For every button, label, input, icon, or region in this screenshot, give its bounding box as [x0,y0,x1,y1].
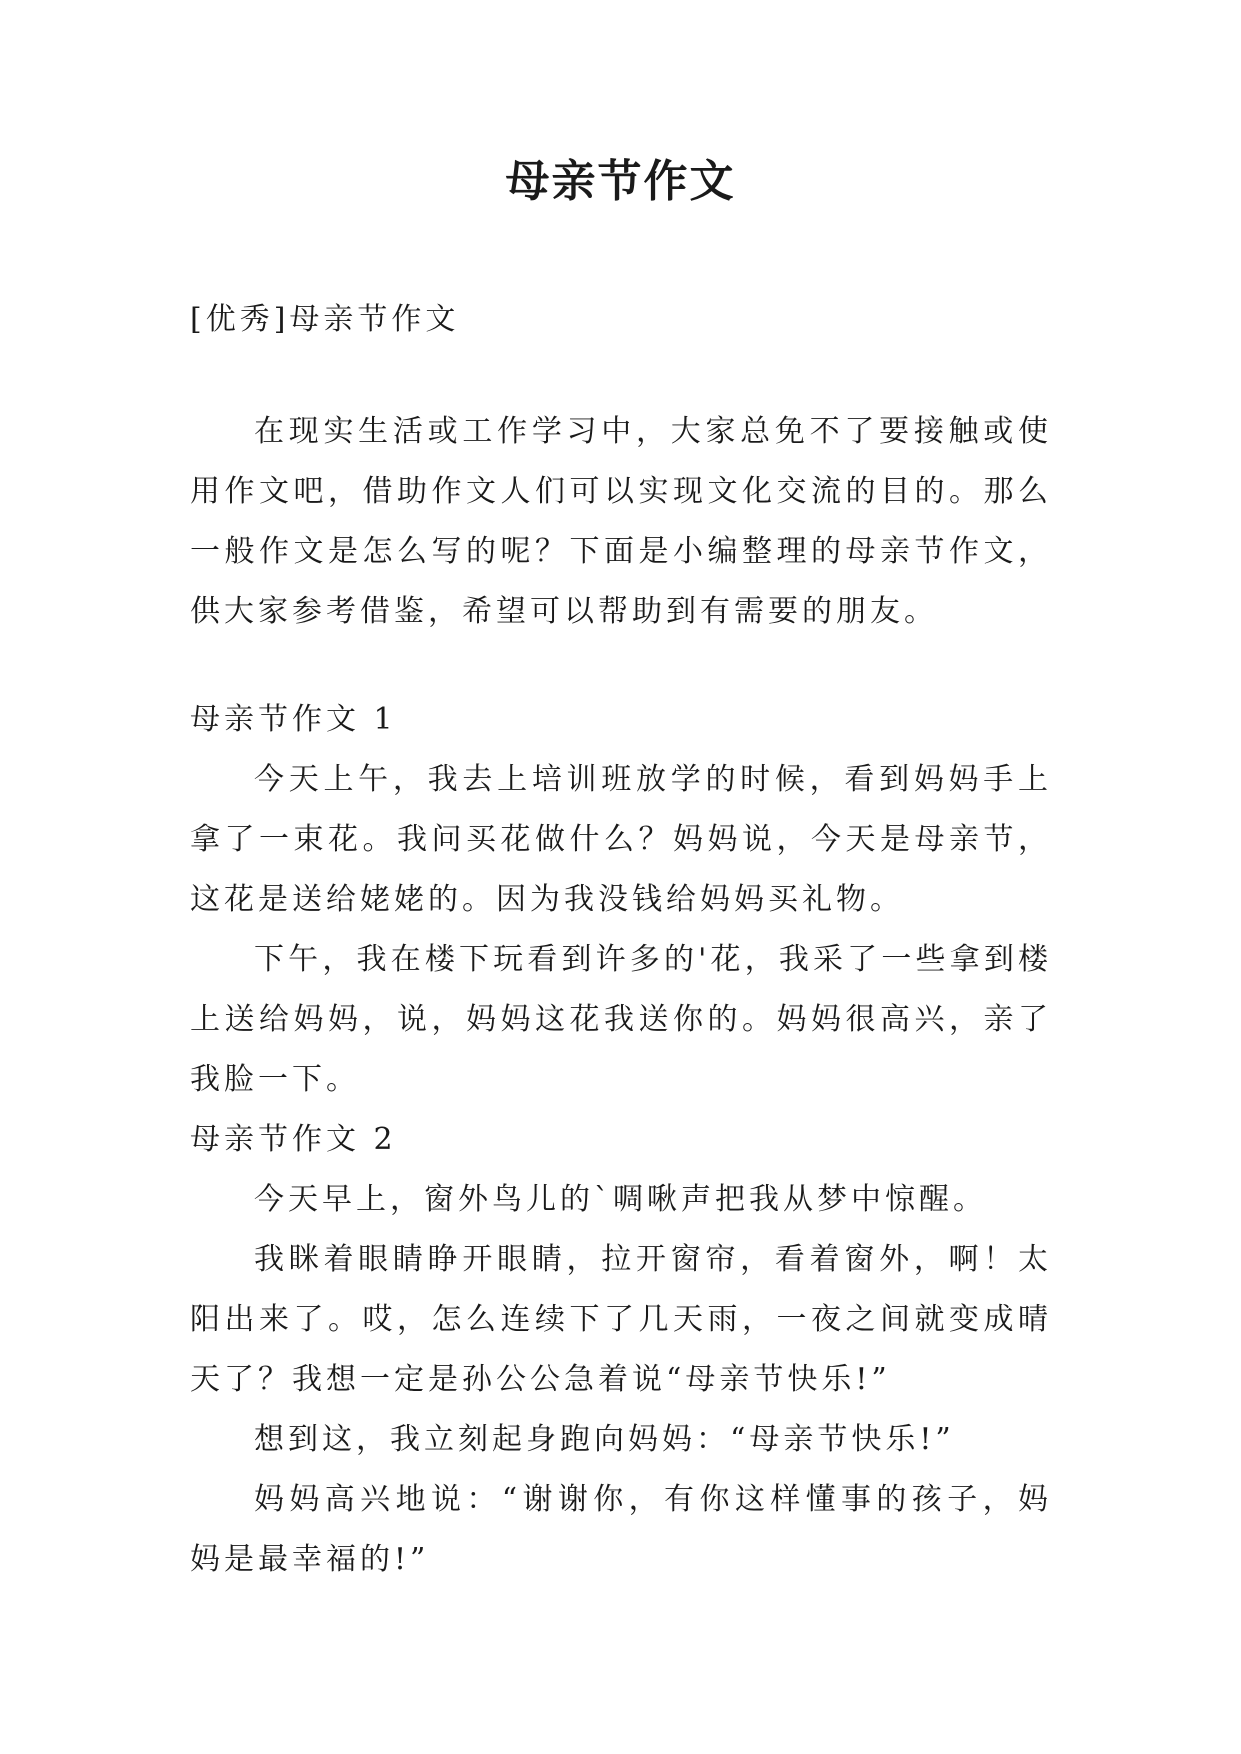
document-title: 母亲节作文 [505,156,736,207]
section-2-paragraph-2: 我眯着眼睛睁开眼睛，拉开窗帘，看着窗外，啊！太阳出来了。哎，怎么连续下了几天雨，一夜之间就变成晴天了？我想一定是孙公公急着说“母亲节快乐!” [190,1242,1052,1397]
document-body [190,290,1052,1590]
document-subtitle: [优秀]母亲节作文 [190,302,460,337]
intro-paragraph: 在现实生活或工作学习中，大家总免不了要接触或使用作文吧，借助作文人们可以实现文化交流的目的。那么一般作文是怎么写的呢？下面是小编整理的母亲节作文，供大家参考借鉴，希望可以帮助到有需要的朋友。 [190,414,1052,629]
section-1-paragraph-1: 今天上午，我去上培训班放学的时候，看到妈妈手上拿了一束花。我问买花做什么？妈妈说，今天是母亲节，这花是送给姥姥的。因为我没钱给妈妈买礼物。 [190,762,1052,917]
section-heading-1: 母亲节作文 1 [190,702,397,737]
section-2-paragraph-3: 想到这，我立刻起身跑向妈妈：“母亲节快乐!” [254,1422,955,1457]
section-2-paragraph-1: 今天早上，窗外鸟儿的`啁啾声把我从梦中惊醒。 [254,1182,987,1217]
section-heading-2: 母亲节作文 2 [190,1122,397,1157]
section-1-paragraph-2: 下午，我在楼下玩看到许多的'花，我采了一些拿到楼上送给妈妈，说，妈妈这花我送你的。妈妈很高兴，亲了我脸一下。 [190,942,1052,1097]
section-2-paragraph-4: 妈妈高兴地说：“谢谢你，有你这样懂事的孩子，妈妈是最幸福的!” [190,1482,1052,1577]
